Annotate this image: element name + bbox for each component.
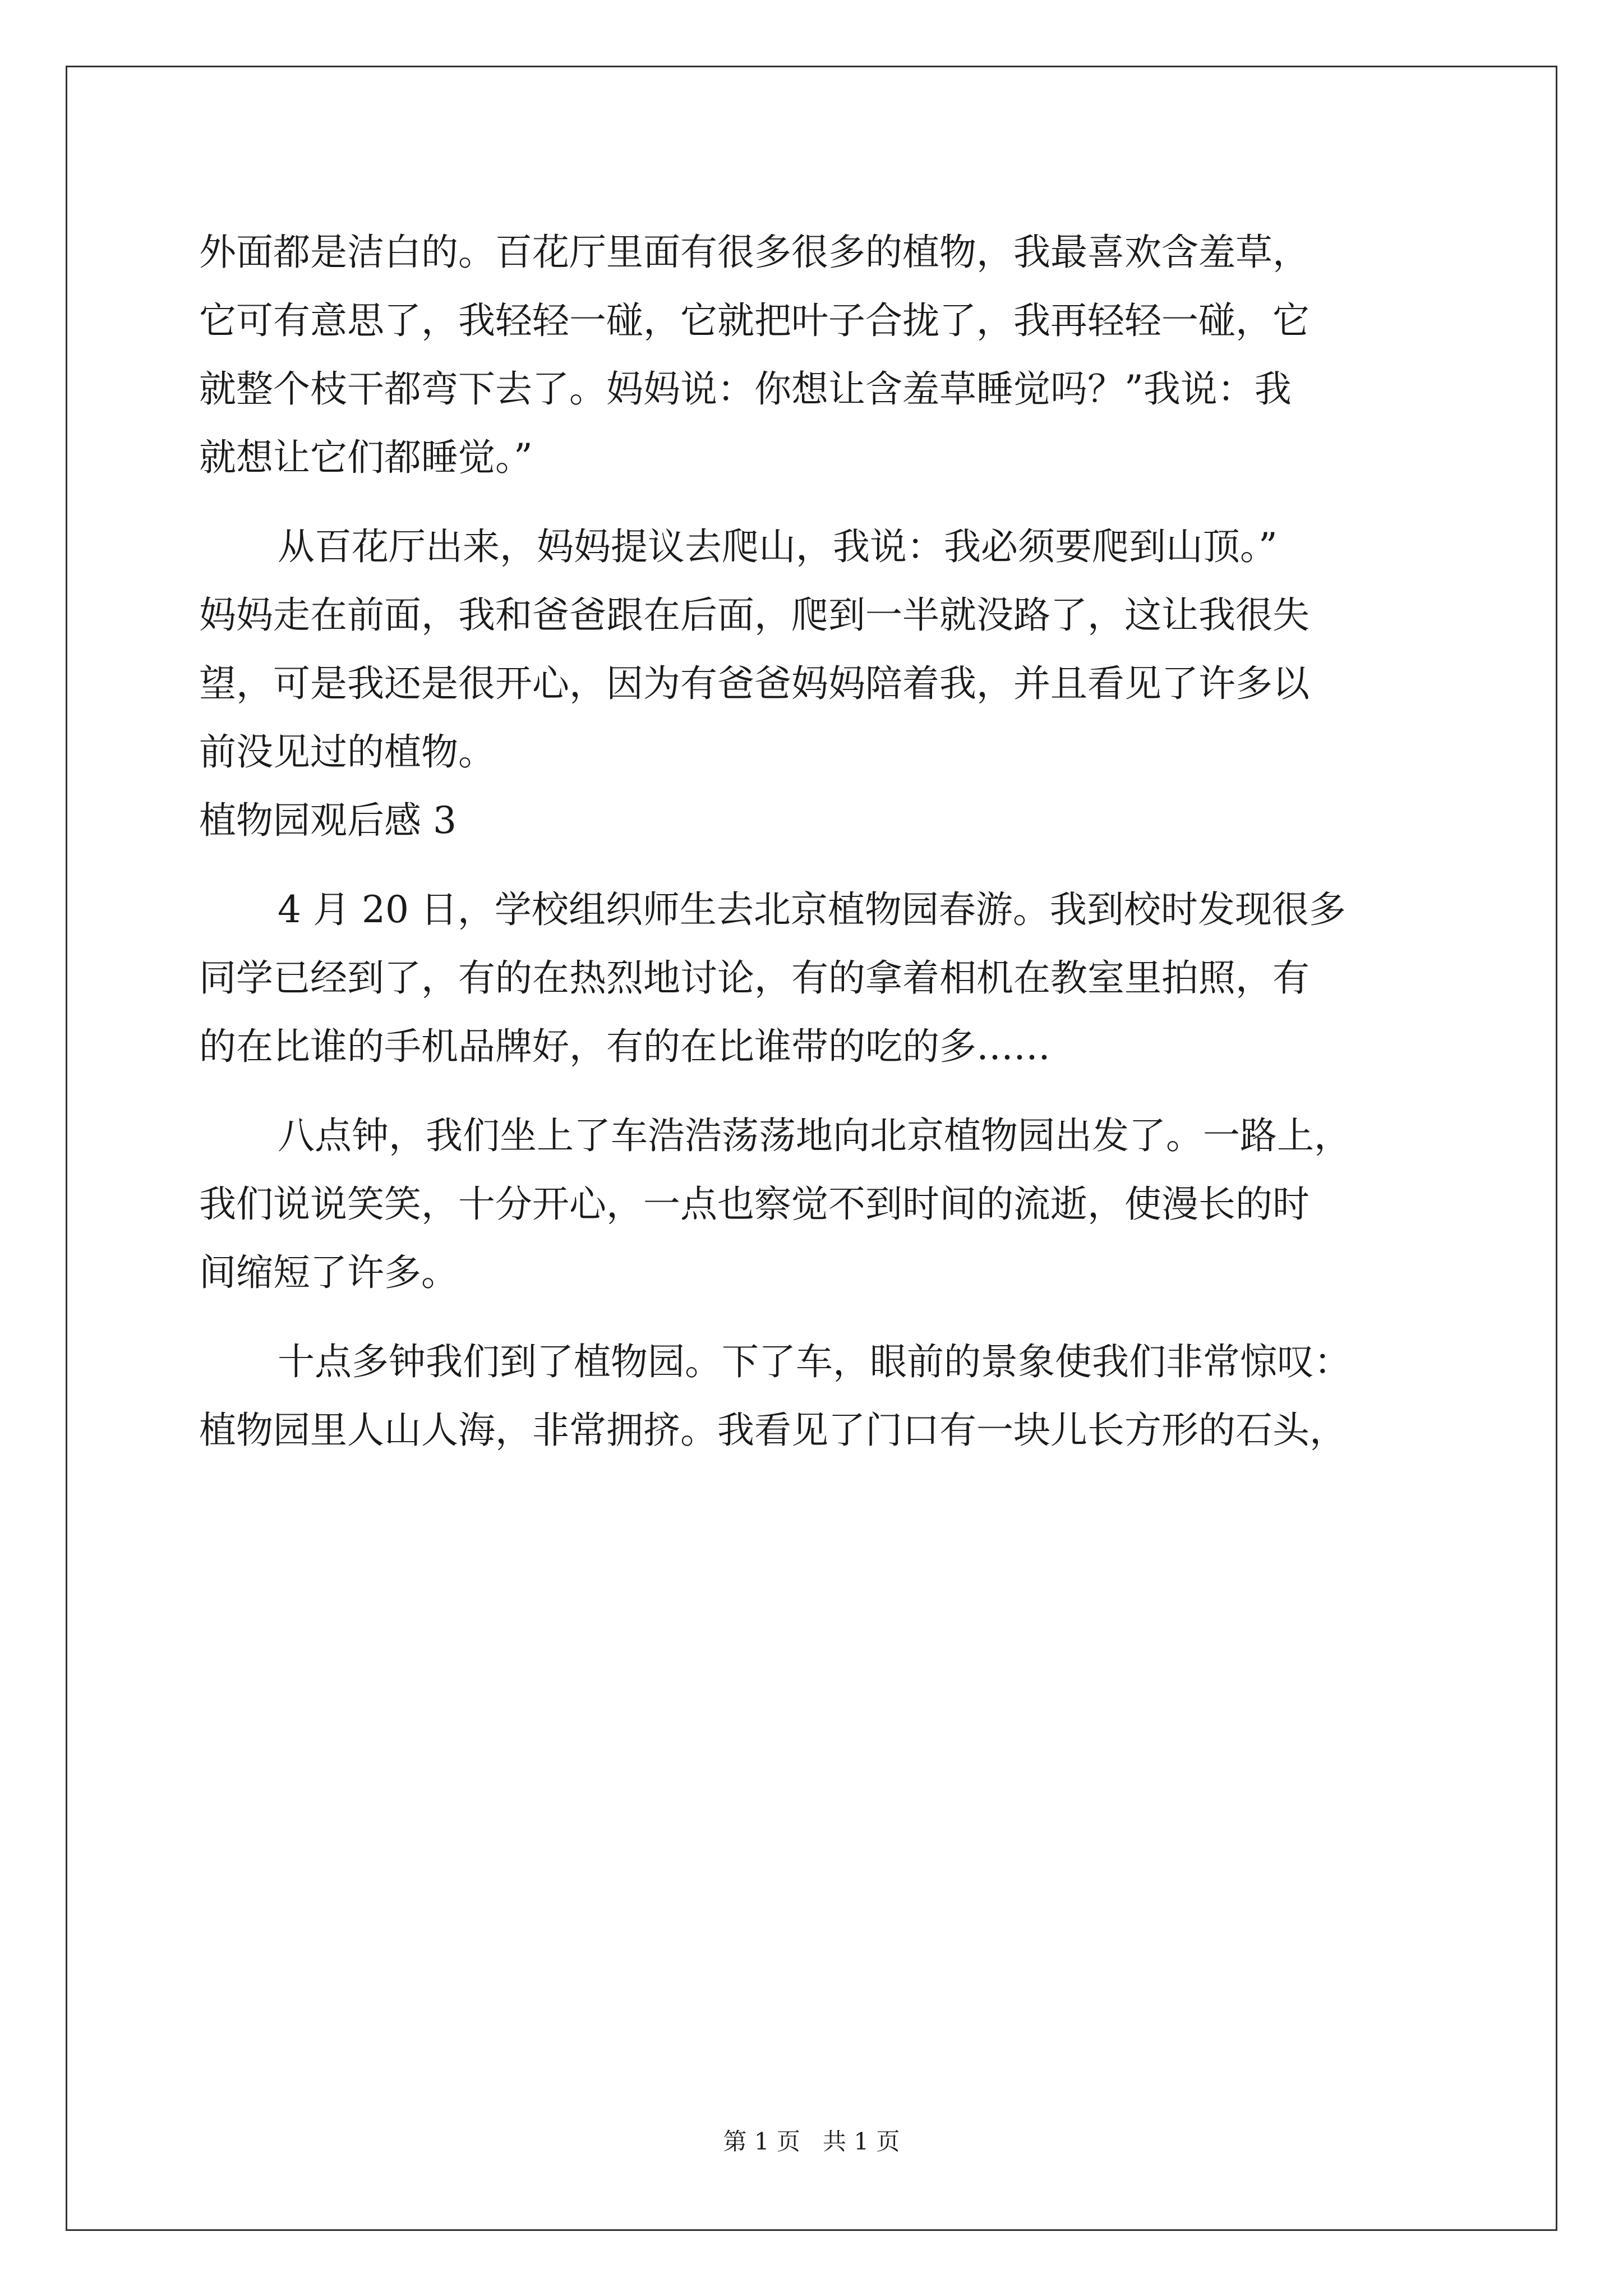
text-line-6: 妈妈走在前面，我和爸爸跟在后面，爬到一半就没路了，这让我很失 <box>199 593 1310 637</box>
section-heading: 植物园观后感 3 <box>199 799 457 842</box>
text-line-8: 前没见过的植物。 <box>199 730 495 774</box>
text-line-1: 外面都是洁白的。百花厅里面有很多很多的植物，我最喜欢含羞草， <box>199 231 1310 274</box>
text-line-15: 间缩短了许多。 <box>199 1251 458 1294</box>
text-line-16: 十点多钟我们到了植物园。下了车，眼前的景象使我们非常惊叹： <box>278 1340 1351 1383</box>
text-line-7: 望，可是我还是很开心，因为有爸爸妈妈陪着我，并且看见了许多以 <box>199 662 1310 705</box>
text-line-4: 就想让它们都睡觉。” <box>199 436 533 479</box>
text-line-11: 同学已经到了，有的在热烈地讨论，有的拿着相机在教室里拍照，有 <box>199 956 1310 1000</box>
page-footer: 第 1 页 共 1 页 <box>723 2128 900 2155</box>
text-line-3: 就整个枝干都弯下去了。妈妈说：你想让含羞草睡觉吗？”我说：我 <box>199 367 1292 411</box>
text-line-10: 4 月 20 日，学校组织师生去北京植物园春游。我到校时发现很多 <box>278 888 1346 931</box>
text-line-17: 植物园里人山人海，非常拥挤。我看见了门口有一块儿长方形的石头， <box>199 1409 1347 1452</box>
text-line-12: 的在比谁的手机品牌好，有的在比谁带的吃的多…… <box>199 1025 1050 1068</box>
text-line-5: 从百花厅出来，妈妈提议去爬山，我说：我必须要爬到山顶。” <box>278 525 1278 568</box>
text-line-13: 八点钟，我们坐上了车浩浩荡荡地向北京植物园出发了。一路上， <box>278 1114 1351 1157</box>
text-line-2: 它可有意思了，我轻轻一碰，它就把叶子合拢了，我再轻轻一碰，它 <box>199 299 1310 342</box>
text-line-14: 我们说说笑笑，十分开心，一点也察觉不到时间的流逝，使漫长的时 <box>199 1182 1310 1226</box>
